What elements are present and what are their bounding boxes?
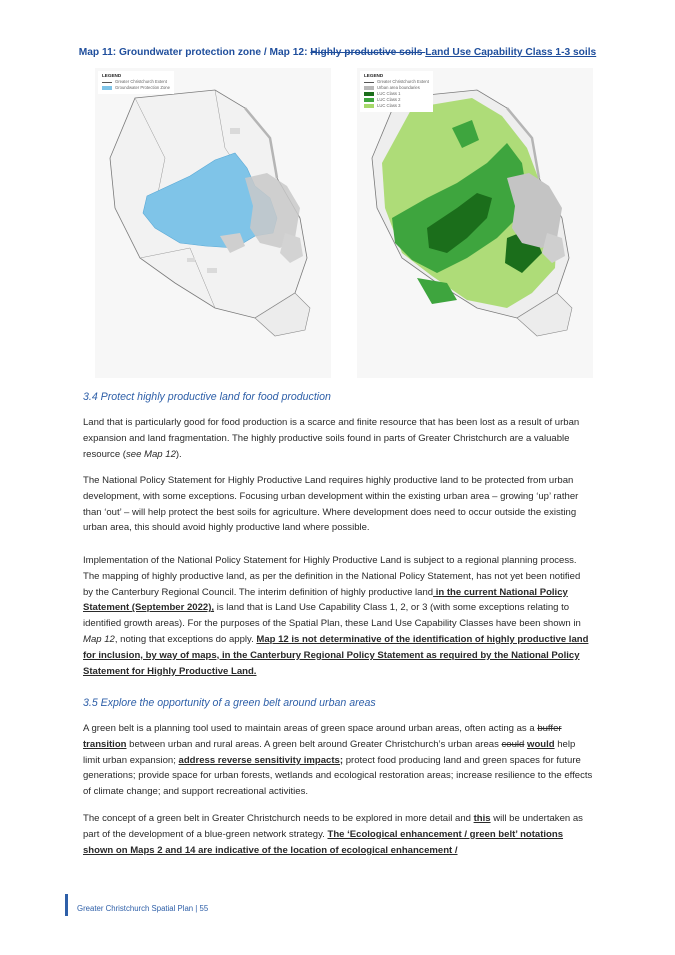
section-3-4-paragraph-3: Implementation of the National Policy Statement for Highly Productive Land is subject to a regional planning process. The mapping of highly productive land, as per the definition in the National Policy Statement, has not yet been notified by the Canterbury Regional Council. The interim definition of highly productive land in the current National Policy Statement (September 2022), is land that is Land Use Capability Class 1, 2, or 3 (with some exceptions relating to identified growth areas). For the purposes of the Spatial Plan, these Land Use Capability Classes have been shown in Map 12, noting that exceptions do apply. Map 12 is not determinative of the identification of highly productive land for inclusion, by way of maps, in the Canterbury Regional Policy Statement as required by the National Policy Statement for Highly Productive Land.	[83, 555, 589, 677]
map-12-legend-title: LEGEND	[364, 73, 384, 78]
map-12-land-use-capability	[357, 68, 593, 378]
section-3-5-paragraph-2: The concept of a green belt in Greater Christchurch needs to be explored in more detail and this will be undertaken as part of the development of a blue-green network strategy. The ‘Ecological enhancement / green belt’ notations shown on Maps 2 and 14 are indicative of the location of ecological enhancement /	[83, 813, 583, 856]
section-3-5-paragraph-1: A green belt is a planning tool used to maintain areas of green space around urban areas, often acting as a buffer transition between urban and rural areas. A green belt around Greater Christchurch’s urban areas could would help limit urban expansion; address reverse sensitivity impacts; protect food producing land and green spaces for future generations; provide space for urban forests, wetlands and ecological restoration areas; increase resilience to the effects of climate change; and support recreational activities.	[83, 723, 593, 798]
maps-caption-inserted: Land Use Capability Class 1-3 soils	[425, 47, 597, 58]
map-12-graphic	[357, 68, 593, 378]
map-12-legend-item: LUC Class 1	[364, 91, 429, 97]
section-3-4-paragraph-2: The National Policy Statement for Highly Productive Land requires highly productive land to be protected from urban development, with some exceptions. Focusing urban development within the existing urban area – growing ‘up’ rather than ‘out’ – will help protect the best soils for agriculture. Where development does need to occur outside the existing urban area, this should avoid highly productive land where possible.	[83, 475, 579, 534]
map-12-legend	[360, 71, 433, 112]
section-3-5-heading: 3.5 Explore the opportunity of a green belt around urban areas	[83, 697, 376, 709]
map-12-legend-item: LUC Class 3	[364, 103, 429, 109]
footer-accent-bar	[65, 894, 68, 916]
maps-caption	[0, 47, 675, 58]
section-3-4-heading: 3.4 Protect highly productive land for food production	[83, 391, 331, 403]
map-12-legend-item: LUC Class 2	[364, 97, 429, 103]
map-11-graphic	[95, 68, 331, 378]
map-11-legend-title: LEGEND	[102, 73, 122, 78]
map-11-legend-item: Groundwater Protection Zone	[102, 85, 170, 91]
map-11-groundwater	[95, 68, 331, 378]
map-11-legend	[98, 71, 174, 94]
maps-caption-main: Map 11: Groundwater protection zone / Map 12:	[78, 47, 311, 58]
map-12-legend-item: Urban area boundaries	[364, 85, 429, 91]
section-3-4-paragraph-1: Land that is particularly good for food production is a scarce and finite resource that has been lost as a result of urban expansion and land fragmentation. The highly productive soils found in parts of Greater Christchurch are a valuable resource (see Map 12).	[83, 417, 580, 460]
maps-caption-deleted: Highly productive soils	[310, 47, 426, 58]
map-12-legend-item: Greater Christchurch Extent	[364, 79, 429, 85]
map-11-legend-item: Greater Christchurch Extent	[102, 79, 170, 85]
page-footer: Greater Christchurch Spatial Plan | 55	[77, 904, 209, 913]
